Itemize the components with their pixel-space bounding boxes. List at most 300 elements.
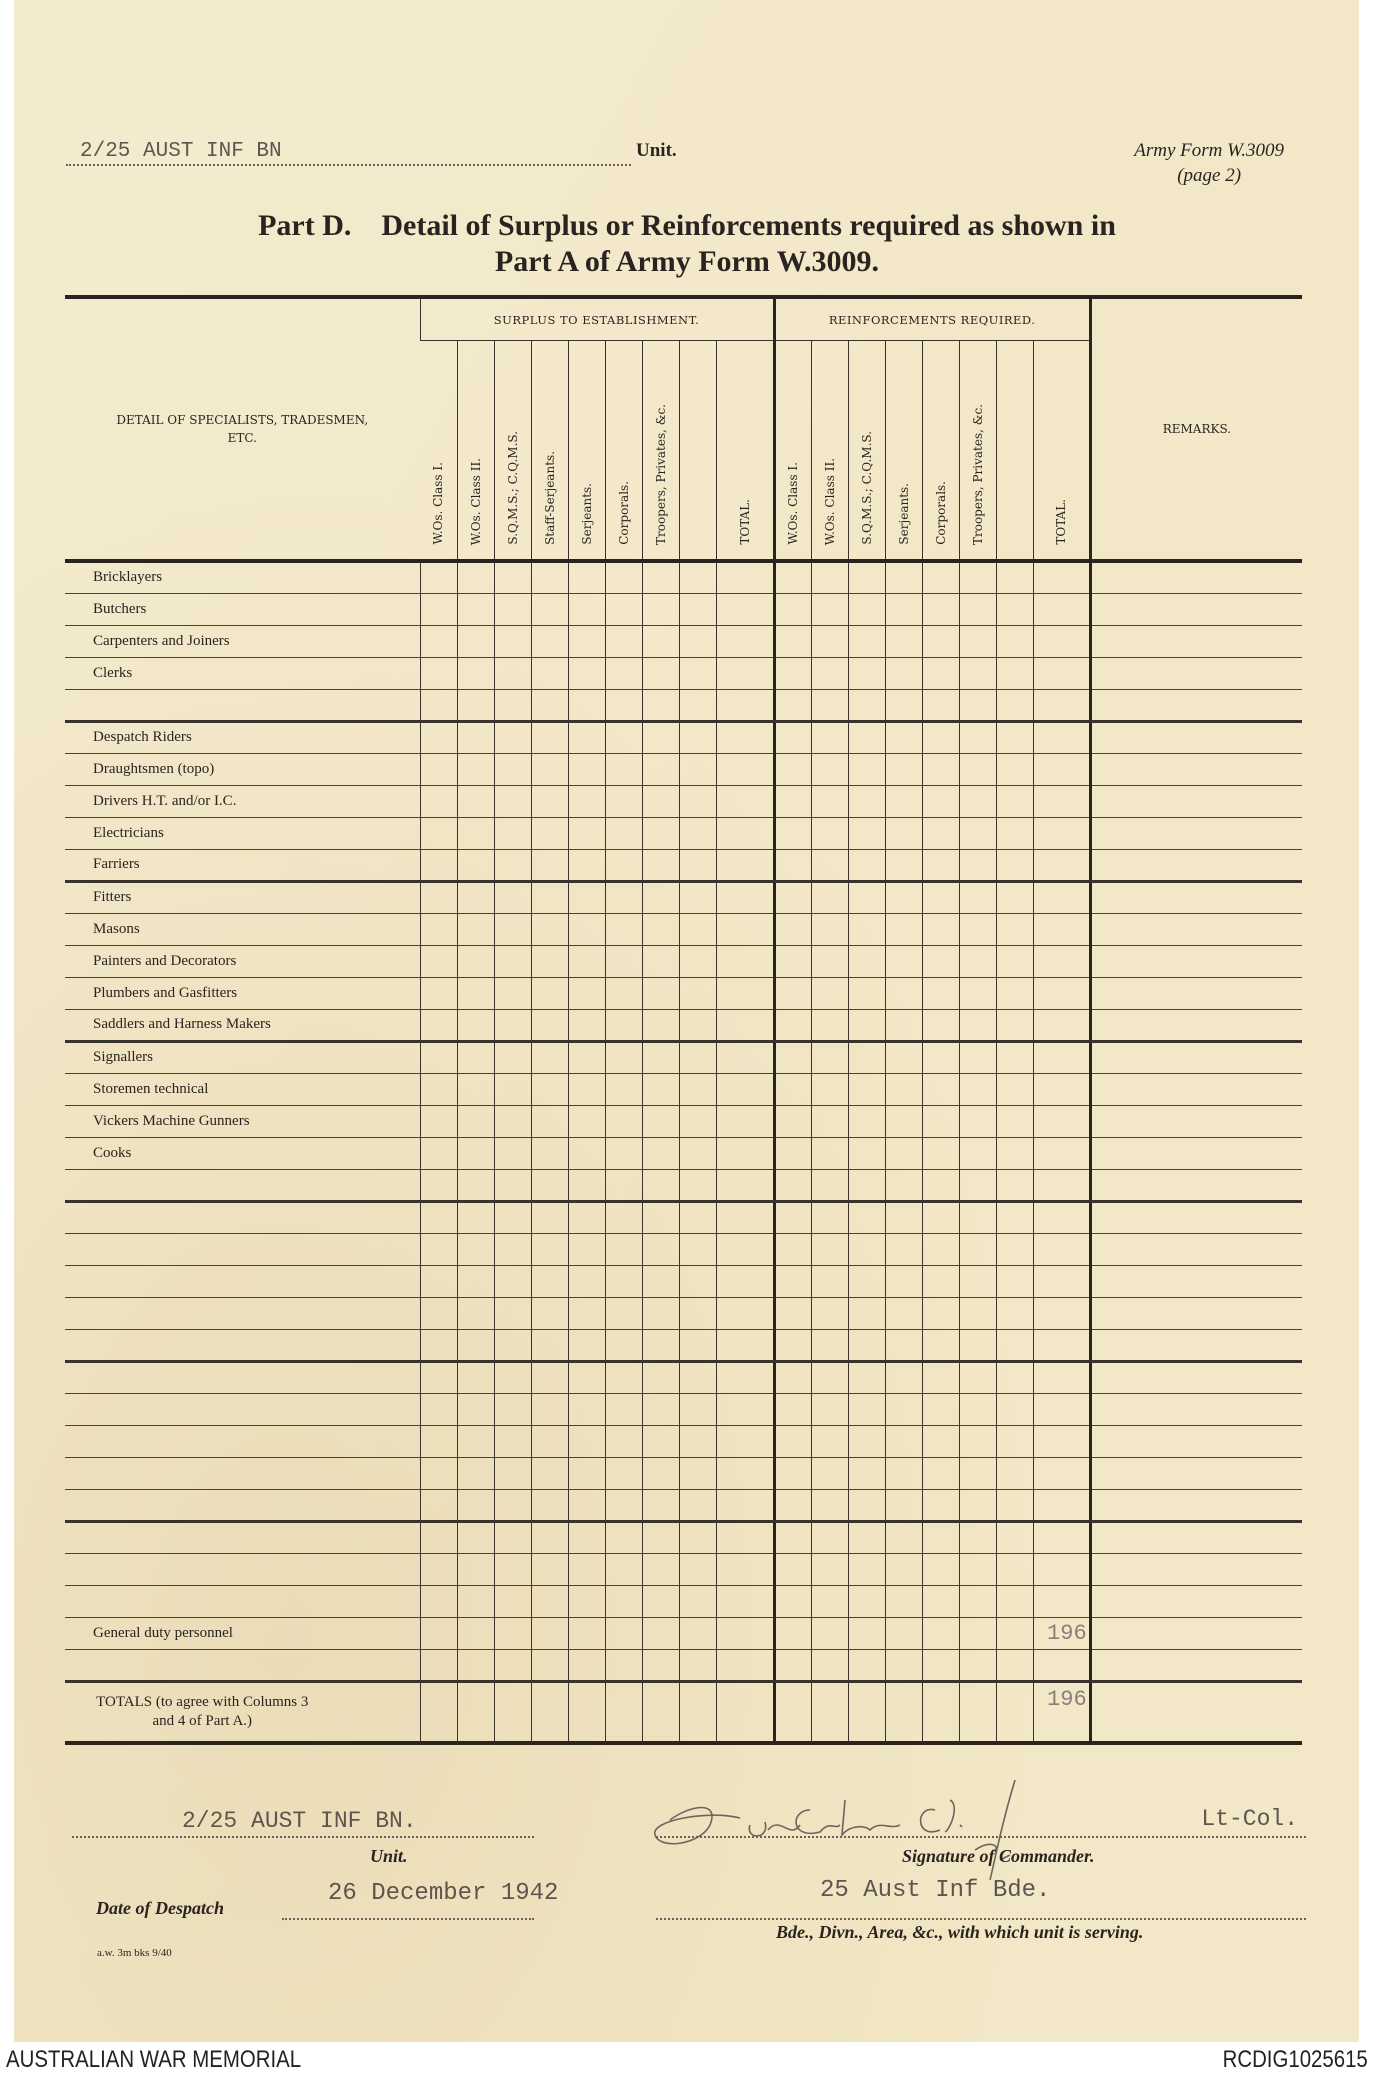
entry-cell[interactable] [996,593,1033,625]
entry-cell[interactable] [774,1201,811,1233]
entry-cell[interactable] [679,881,716,913]
entry-cell[interactable] [922,817,959,849]
entry-cell[interactable] [996,1553,1033,1585]
entry-cell[interactable] [716,689,774,721]
entry-cell[interactable] [996,913,1033,945]
entry-cell[interactable] [959,849,996,881]
entry-cell[interactable] [679,817,716,849]
entry-cell[interactable] [457,1073,494,1105]
entry-cell[interactable] [885,849,922,881]
entry-cell[interactable] [457,1393,494,1425]
entry-cell[interactable] [922,721,959,753]
entry-cell[interactable] [420,721,457,753]
entry-cell[interactable] [848,1329,885,1361]
entry-cell[interactable] [679,1457,716,1489]
remarks-cell[interactable] [1090,817,1302,849]
entry-cell[interactable] [494,945,531,977]
entry-cell[interactable] [531,1553,568,1585]
entry-cell[interactable] [811,1169,848,1201]
entry-cell[interactable] [811,945,848,977]
entry-cell[interactable] [494,689,531,721]
entry-cell[interactable] [642,1073,679,1105]
entry-cell[interactable] [959,657,996,689]
entry-cell[interactable] [457,625,494,657]
entry-cell[interactable] [494,1073,531,1105]
entry-cell[interactable] [420,1681,457,1743]
entry-cell[interactable] [716,593,774,625]
entry-cell[interactable] [642,785,679,817]
entry-cell[interactable] [959,1393,996,1425]
entry-cell[interactable] [605,785,642,817]
entry-cell[interactable] [716,881,774,913]
entry-cell[interactable] [716,657,774,689]
entry-cell[interactable] [716,1169,774,1201]
reinforcements-total-cell[interactable]: 196 [1033,1681,1090,1743]
entry-cell[interactable] [716,1201,774,1233]
entry-cell[interactable] [811,1233,848,1265]
entry-cell[interactable] [774,1457,811,1489]
entry-cell[interactable] [885,1585,922,1617]
remarks-cell[interactable] [1090,689,1302,721]
entry-cell[interactable] [420,1329,457,1361]
entry-cell[interactable] [679,1297,716,1329]
entry-cell[interactable] [568,1489,605,1521]
entry-cell[interactable] [922,625,959,657]
entry-cell[interactable] [774,977,811,1009]
entry-cell[interactable] [531,977,568,1009]
entry-cell[interactable] [959,817,996,849]
entry-cell[interactable] [774,625,811,657]
entry-cell[interactable] [959,593,996,625]
entry-cell[interactable] [568,1521,605,1553]
remarks-cell[interactable] [1090,1361,1302,1393]
entry-cell[interactable] [959,881,996,913]
entry-cell[interactable] [642,753,679,785]
entry-cell[interactable] [457,1041,494,1073]
entry-cell[interactable] [494,1329,531,1361]
entry-cell[interactable] [420,1393,457,1425]
entry-cell[interactable] [885,1649,922,1681]
entry-cell[interactable] [848,753,885,785]
entry-cell[interactable] [959,785,996,817]
entry-cell[interactable] [457,1137,494,1169]
entry-cell[interactable] [494,1297,531,1329]
entry-cell[interactable] [848,689,885,721]
entry-cell[interactable] [959,1585,996,1617]
entry-cell[interactable] [885,1169,922,1201]
entry-cell[interactable] [848,1425,885,1457]
entry-cell[interactable] [568,1425,605,1457]
entry-cell[interactable] [1033,1457,1090,1489]
entry-cell[interactable] [774,1073,811,1105]
entry-cell[interactable] [494,1585,531,1617]
entry-cell[interactable] [959,1649,996,1681]
entry-cell[interactable] [568,1201,605,1233]
entry-cell[interactable] [922,849,959,881]
entry-cell[interactable] [605,1393,642,1425]
remarks-cell[interactable] [1090,977,1302,1009]
entry-cell[interactable] [1033,849,1090,881]
entry-cell[interactable] [420,1169,457,1201]
entry-cell[interactable] [531,1361,568,1393]
entry-cell[interactable] [848,977,885,1009]
entry-cell[interactable] [996,1361,1033,1393]
entry-cell[interactable] [642,1393,679,1425]
entry-cell[interactable] [1033,881,1090,913]
entry-cell[interactable] [679,689,716,721]
entry-cell[interactable] [679,1169,716,1201]
entry-cell[interactable] [642,913,679,945]
entry-cell[interactable] [1033,1265,1090,1297]
entry-cell[interactable] [959,689,996,721]
entry-cell[interactable] [420,1009,457,1041]
entry-cell[interactable] [774,1649,811,1681]
entry-cell[interactable] [1033,1489,1090,1521]
entry-cell[interactable] [531,753,568,785]
entry-cell[interactable] [885,1553,922,1585]
entry-cell[interactable] [885,625,922,657]
entry-cell[interactable] [494,1233,531,1265]
entry-cell[interactable] [996,881,1033,913]
entry-cell[interactable] [494,1105,531,1137]
entry-cell[interactable] [494,977,531,1009]
entry-cell[interactable] [568,593,605,625]
entry-cell[interactable] [605,945,642,977]
entry-cell[interactable] [774,561,811,593]
entry-cell[interactable] [716,1073,774,1105]
entry-cell[interactable] [885,1617,922,1649]
entry-cell[interactable] [494,721,531,753]
entry-cell[interactable] [457,657,494,689]
entry-cell[interactable] [959,1201,996,1233]
remarks-cell[interactable] [1090,1233,1302,1265]
entry-cell[interactable] [996,785,1033,817]
entry-cell[interactable] [457,1201,494,1233]
entry-cell[interactable] [531,721,568,753]
entry-cell[interactable] [568,1169,605,1201]
entry-cell[interactable] [996,817,1033,849]
entry-cell[interactable] [531,817,568,849]
entry-cell[interactable] [811,1553,848,1585]
entry-cell[interactable] [531,881,568,913]
entry-cell[interactable] [420,1105,457,1137]
entry-cell[interactable] [716,1265,774,1297]
entry-cell[interactable] [494,1649,531,1681]
remarks-cell[interactable] [1090,1073,1302,1105]
entry-cell[interactable] [811,625,848,657]
entry-cell[interactable] [996,1329,1033,1361]
entry-cell[interactable] [996,849,1033,881]
entry-cell[interactable] [922,1137,959,1169]
entry-cell[interactable] [996,1169,1033,1201]
entry-cell[interactable] [774,1425,811,1457]
entry-cell[interactable] [848,881,885,913]
entry-cell[interactable] [1033,1137,1090,1169]
entry-cell[interactable] [457,1169,494,1201]
entry-cell[interactable] [605,1201,642,1233]
entry-cell[interactable] [568,785,605,817]
entry-cell[interactable] [420,913,457,945]
entry-cell[interactable] [494,1137,531,1169]
entry-cell[interactable] [494,1521,531,1553]
entry-cell[interactable] [885,1681,922,1743]
entry-cell[interactable] [679,1329,716,1361]
entry-cell[interactable] [1033,1553,1090,1585]
remarks-cell[interactable] [1090,881,1302,913]
entry-cell[interactable] [716,1617,774,1649]
entry-cell[interactable] [605,977,642,1009]
entry-cell[interactable] [642,977,679,1009]
entry-cell[interactable] [420,1297,457,1329]
entry-cell[interactable] [568,1585,605,1617]
entry-cell[interactable] [457,785,494,817]
entry-cell[interactable] [1033,1073,1090,1105]
entry-cell[interactable] [811,721,848,753]
entry-cell[interactable] [679,753,716,785]
entry-cell[interactable] [605,1585,642,1617]
entry-cell[interactable] [1033,753,1090,785]
entry-cell[interactable] [531,1681,568,1743]
entry-cell[interactable] [885,721,922,753]
entry-cell[interactable] [568,817,605,849]
entry-cell[interactable] [568,1457,605,1489]
entry-cell[interactable] [922,1073,959,1105]
entry-cell[interactable] [996,1681,1033,1743]
entry-cell[interactable] [457,1649,494,1681]
entry-cell[interactable] [996,753,1033,785]
entry-cell[interactable] [774,1393,811,1425]
entry-cell[interactable] [774,1585,811,1617]
entry-cell[interactable] [605,593,642,625]
entry-cell[interactable] [811,849,848,881]
entry-cell[interactable] [642,1201,679,1233]
entry-cell[interactable] [531,593,568,625]
entry-cell[interactable] [457,945,494,977]
entry-cell[interactable] [885,1297,922,1329]
entry-cell[interactable] [457,1521,494,1553]
entry-cell[interactable] [774,721,811,753]
entry-cell[interactable] [959,1617,996,1649]
entry-cell[interactable] [811,1329,848,1361]
entry-cell[interactable] [922,1169,959,1201]
entry-cell[interactable] [642,817,679,849]
entry-cell[interactable] [811,1297,848,1329]
entry-cell[interactable] [716,817,774,849]
entry-cell[interactable] [679,785,716,817]
entry-cell[interactable] [457,1233,494,1265]
entry-cell[interactable] [457,1265,494,1297]
entry-cell[interactable] [605,881,642,913]
entry-cell[interactable] [848,1297,885,1329]
entry-cell[interactable] [642,1457,679,1489]
entry-cell[interactable] [996,977,1033,1009]
entry-cell[interactable] [848,913,885,945]
entry-cell[interactable] [885,1521,922,1553]
entry-cell[interactable] [679,625,716,657]
entry-cell[interactable] [679,593,716,625]
entry-cell[interactable] [568,1265,605,1297]
entry-cell[interactable] [848,1649,885,1681]
entry-cell[interactable] [885,1201,922,1233]
entry-cell[interactable] [531,1137,568,1169]
entry-cell[interactable] [774,913,811,945]
entry-cell[interactable] [642,1105,679,1137]
entry-cell[interactable] [494,1457,531,1489]
entry-cell[interactable] [885,1393,922,1425]
entry-cell[interactable] [716,1521,774,1553]
entry-cell[interactable] [420,1457,457,1489]
entry-cell[interactable] [922,1489,959,1521]
entry-cell[interactable] [922,1649,959,1681]
entry-cell[interactable] [811,1681,848,1743]
entry-cell[interactable] [679,977,716,1009]
entry-cell[interactable] [922,1233,959,1265]
entry-cell[interactable] [996,1201,1033,1233]
entry-cell[interactable] [642,945,679,977]
entry-cell[interactable] [922,1681,959,1743]
entry-cell[interactable] [959,1265,996,1297]
entry-cell[interactable] [457,593,494,625]
entry-cell[interactable] [420,1521,457,1553]
entry-cell[interactable] [1033,1585,1090,1617]
entry-cell[interactable] [642,1041,679,1073]
entry-cell[interactable] [420,1649,457,1681]
entry-cell[interactable] [811,1201,848,1233]
remarks-cell[interactable] [1090,561,1302,593]
entry-cell[interactable] [568,1105,605,1137]
entry-cell[interactable] [568,561,605,593]
remarks-cell[interactable] [1090,625,1302,657]
entry-cell[interactable] [922,1457,959,1489]
entry-cell[interactable] [848,1041,885,1073]
entry-cell[interactable] [996,689,1033,721]
entry-cell[interactable] [996,1137,1033,1169]
remarks-cell[interactable] [1090,721,1302,753]
entry-cell[interactable] [457,1009,494,1041]
entry-cell[interactable] [531,1585,568,1617]
entry-cell[interactable] [642,1265,679,1297]
entry-cell[interactable] [679,657,716,689]
entry-cell[interactable] [457,817,494,849]
entry-cell[interactable] [774,1233,811,1265]
entry-cell[interactable] [531,1329,568,1361]
entry-cell[interactable] [922,881,959,913]
entry-cell[interactable] [848,593,885,625]
entry-cell[interactable] [642,1169,679,1201]
entry-cell[interactable] [959,1553,996,1585]
entry-cell[interactable] [457,881,494,913]
entry-cell[interactable] [531,1521,568,1553]
entry-cell[interactable] [679,561,716,593]
entry-cell[interactable] [494,625,531,657]
entry-cell[interactable] [1033,1649,1090,1681]
entry-cell[interactable] [922,1329,959,1361]
entry-cell[interactable] [848,1009,885,1041]
entry-cell[interactable] [811,1009,848,1041]
entry-cell[interactable] [959,945,996,977]
entry-cell[interactable] [679,849,716,881]
entry-cell[interactable] [420,593,457,625]
entry-cell[interactable] [531,657,568,689]
entry-cell[interactable] [811,1265,848,1297]
reinforcements-total-cell[interactable]: 196 [1033,1617,1090,1649]
entry-cell[interactable] [811,1073,848,1105]
entry-cell[interactable] [811,561,848,593]
entry-cell[interactable] [605,849,642,881]
entry-cell[interactable] [457,1329,494,1361]
entry-cell[interactable] [848,721,885,753]
entry-cell[interactable] [642,561,679,593]
entry-cell[interactable] [494,1361,531,1393]
entry-cell[interactable] [457,1105,494,1137]
entry-cell[interactable] [716,1489,774,1521]
entry-cell[interactable] [1033,1009,1090,1041]
entry-cell[interactable] [420,1041,457,1073]
entry-cell[interactable] [679,1233,716,1265]
entry-cell[interactable] [959,1041,996,1073]
entry-cell[interactable] [642,1649,679,1681]
entry-cell[interactable] [848,1681,885,1743]
entry-cell[interactable] [848,561,885,593]
entry-cell[interactable] [679,1137,716,1169]
entry-cell[interactable] [996,1009,1033,1041]
remarks-cell[interactable] [1090,1265,1302,1297]
entry-cell[interactable] [922,1585,959,1617]
entry-cell[interactable] [922,977,959,1009]
remarks-cell[interactable] [1090,1137,1302,1169]
entry-cell[interactable] [605,1681,642,1743]
entry-cell[interactable] [679,1009,716,1041]
entry-cell[interactable] [996,1393,1033,1425]
entry-cell[interactable] [457,1457,494,1489]
entry-cell[interactable] [811,817,848,849]
entry-cell[interactable] [457,849,494,881]
entry-cell[interactable] [959,1457,996,1489]
entry-cell[interactable] [848,657,885,689]
entry-cell[interactable] [531,1617,568,1649]
entry-cell[interactable] [642,1553,679,1585]
entry-cell[interactable] [679,1041,716,1073]
entry-cell[interactable] [494,1393,531,1425]
entry-cell[interactable] [811,1521,848,1553]
entry-cell[interactable] [642,657,679,689]
entry-cell[interactable] [642,1009,679,1041]
entry-cell[interactable] [1033,1233,1090,1265]
remarks-cell[interactable] [1090,1201,1302,1233]
entry-cell[interactable] [959,561,996,593]
entry-cell[interactable] [996,1489,1033,1521]
entry-cell[interactable] [811,1489,848,1521]
entry-cell[interactable] [959,1361,996,1393]
entry-cell[interactable] [568,945,605,977]
entry-cell[interactable] [568,1297,605,1329]
entry-cell[interactable] [774,1361,811,1393]
entry-cell[interactable] [494,753,531,785]
entry-cell[interactable] [642,721,679,753]
entry-cell[interactable] [848,1201,885,1233]
entry-cell[interactable] [922,561,959,593]
entry-cell[interactable] [885,1233,922,1265]
entry-cell[interactable] [420,561,457,593]
entry-cell[interactable] [774,1681,811,1743]
entry-cell[interactable] [811,785,848,817]
entry-cell[interactable] [774,1009,811,1041]
entry-cell[interactable] [457,561,494,593]
entry-cell[interactable] [716,1649,774,1681]
entry-cell[interactable] [774,1297,811,1329]
entry-cell[interactable] [774,1329,811,1361]
entry-cell[interactable] [420,785,457,817]
